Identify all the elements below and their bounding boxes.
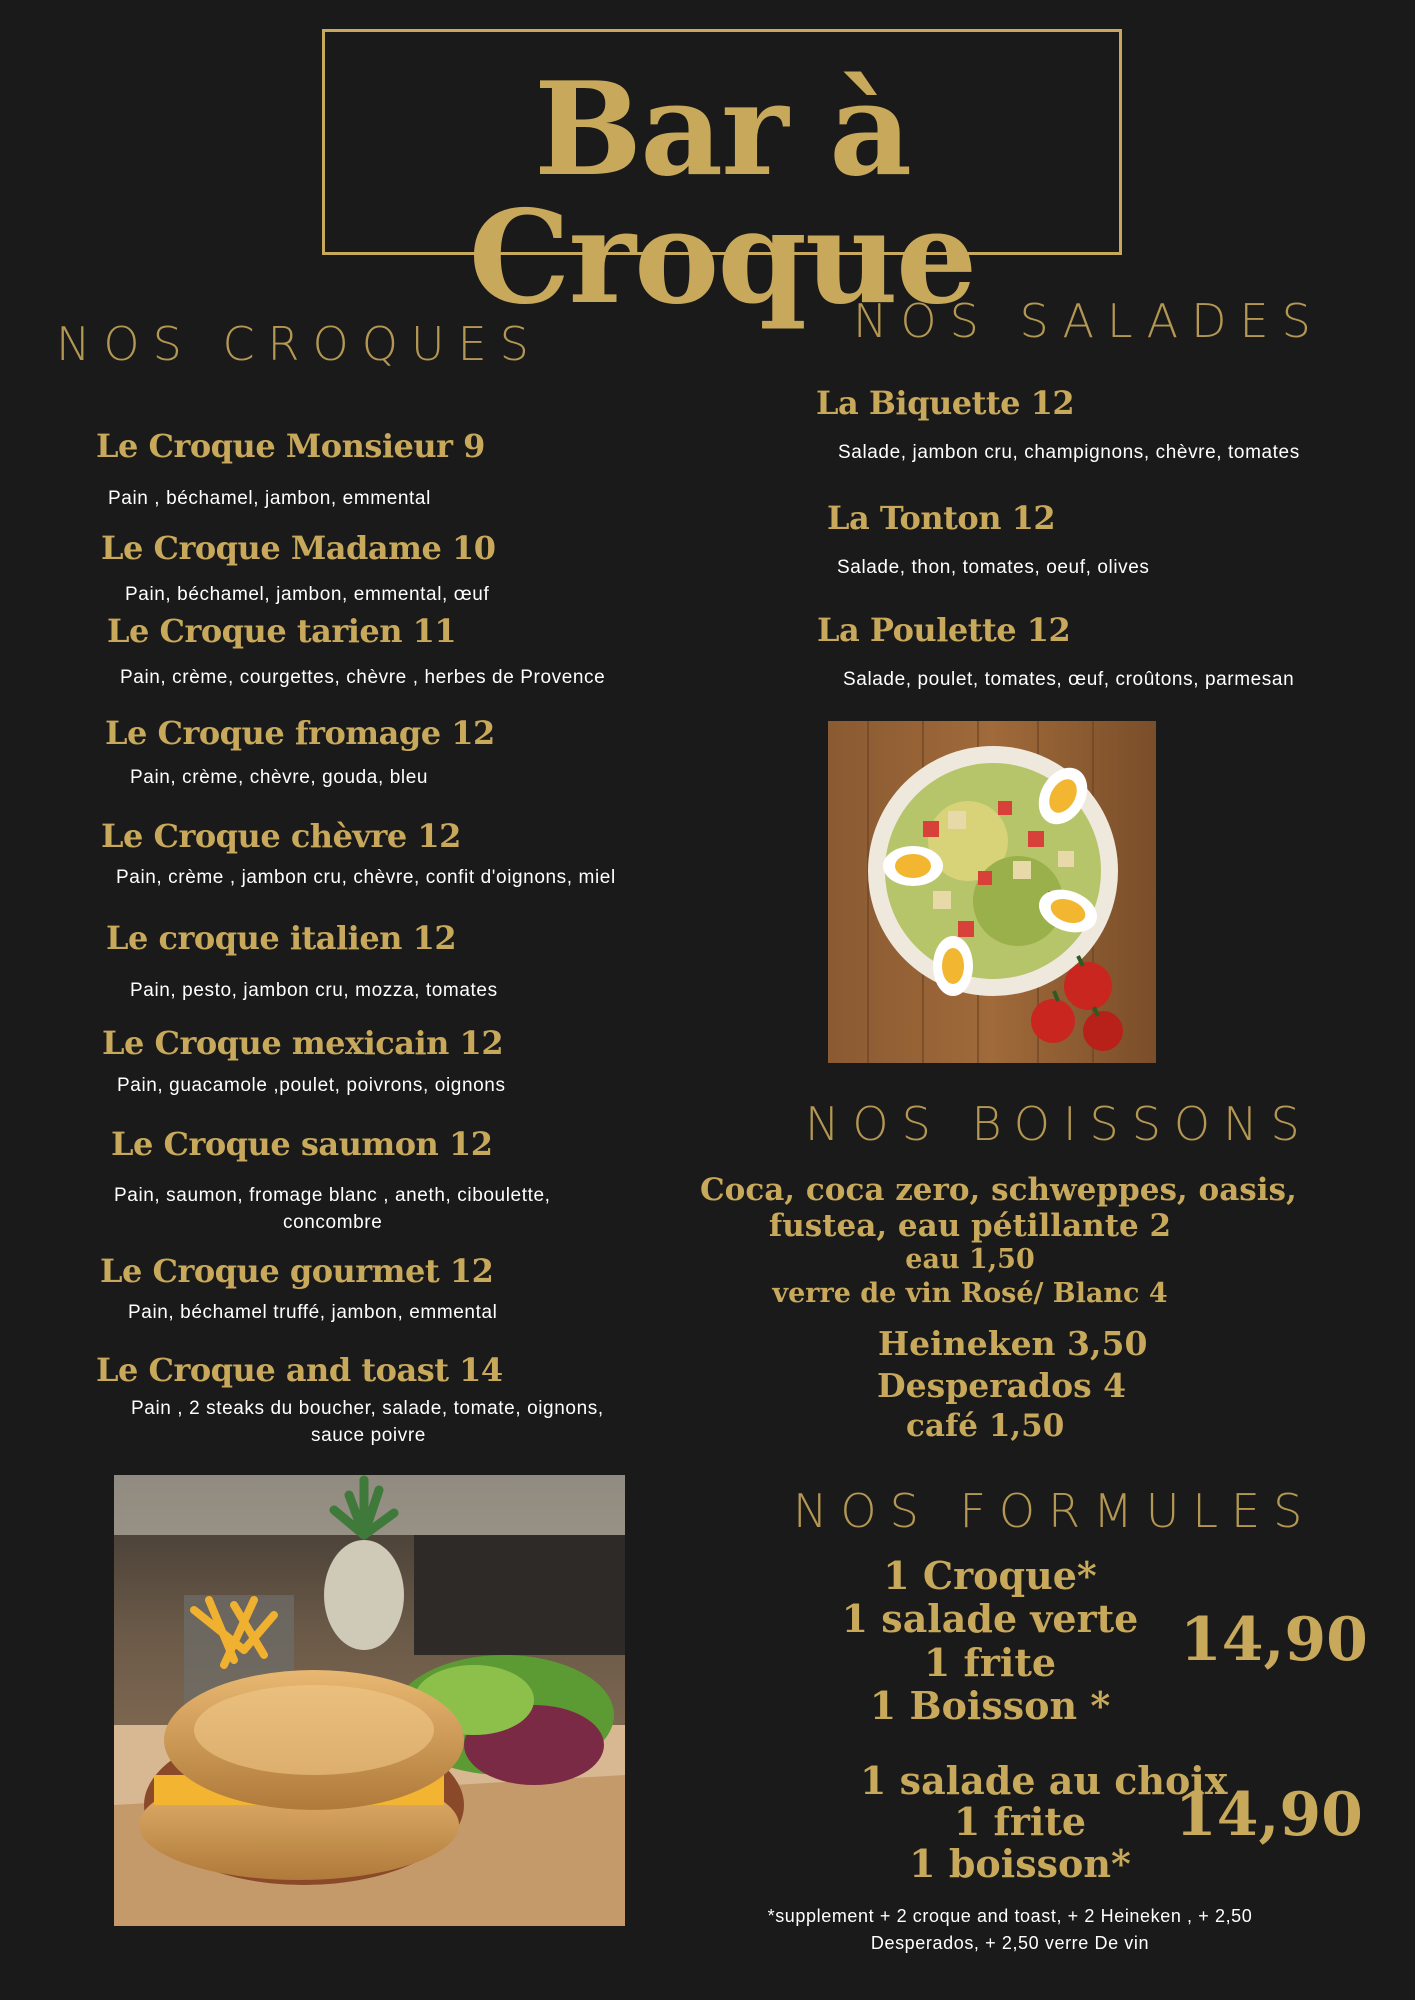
croque-desc: concombre xyxy=(283,1212,383,1233)
formule2-line: 1 salade au choix xyxy=(860,1758,1228,1803)
formule2-line: 1 frite xyxy=(953,1799,1087,1844)
croque-desc: Pain , 2 steaks du boucher, salade, tomate, oignons, xyxy=(131,1398,604,1419)
salade-desc: Salade, jambon cru, champignons, chèvre, tomates xyxy=(838,442,1300,463)
croque-name: Le Croque tarien 11 xyxy=(107,612,457,650)
croque-name: Le Croque saumon 12 xyxy=(111,1125,493,1163)
salade-desc: Salade, thon, tomates, oeuf, olives xyxy=(837,557,1150,578)
title-box xyxy=(322,29,1122,333)
croque-desc: Pain, guacamole ,poulet, poivrons, oignons xyxy=(117,1075,506,1096)
formule1-line: 1 Croque* xyxy=(883,1553,1097,1598)
drink-line: eau 1,50 xyxy=(905,1244,1035,1275)
formule1-price: 14,90 xyxy=(1180,1605,1368,1675)
croque-name: Le Croque fromage 12 xyxy=(105,714,495,752)
drink-line: Heineken 3,50 xyxy=(878,1324,1148,1363)
heading-boissons: NOS BOISSONS xyxy=(805,1097,1313,1151)
croque-desc: Pain, crème, courgettes, chèvre , herbes de Provence xyxy=(120,667,606,688)
croque-desc: Pain, béchamel, jambon, emmental, œuf xyxy=(125,584,490,605)
croque-desc: Pain, crème , jambon cru, chèvre, confit d'oignons, miel xyxy=(116,867,616,888)
croque-name: Le Croque and toast 14 xyxy=(96,1351,503,1389)
drink-line: café 1,50 xyxy=(906,1408,1065,1444)
drink-line: fustea, eau pétillante 2 xyxy=(768,1208,1172,1244)
formule1-line: 1 frite xyxy=(923,1640,1057,1685)
salade-name: La Biquette 12 xyxy=(816,384,1075,422)
heading-salades: NOS SALADES xyxy=(853,294,1324,348)
croque-name: Le Croque chèvre 12 xyxy=(101,817,461,855)
salade-name: La Tonton 12 xyxy=(827,499,1056,537)
drink-line: Coca, coca zero, schweppes, oasis, xyxy=(700,1172,1297,1208)
heading-formules: NOS FORMULES xyxy=(793,1484,1316,1538)
salade-desc: Salade, poulet, tomates, œuf, croûtons, parmesan xyxy=(843,669,1295,690)
croque-name: Le Croque Madame 10 xyxy=(101,529,496,567)
croque-fries-photo xyxy=(114,1475,625,1926)
croque-desc: Pain, crème, chèvre, gouda, bleu xyxy=(130,767,429,788)
formule2-line: 1 boisson* xyxy=(909,1841,1131,1886)
croque-name: Le Croque mexicain 12 xyxy=(102,1024,504,1062)
salade-name: La Poulette 12 xyxy=(817,611,1071,649)
supplement-note: Desperados, + 2,50 verre De vin xyxy=(870,1933,1150,1953)
supplement-note: *supplement + 2 croque and toast, + 2 Heineken , + 2,50 xyxy=(767,1906,1253,1926)
croque-desc: Pain, saumon, fromage blanc , aneth, ciboulette, xyxy=(114,1185,551,1206)
croque-name: Le Croque Monsieur 9 xyxy=(96,427,485,465)
drink-line: verre de vin Rosé/ Blanc 4 xyxy=(772,1278,1168,1309)
croque-desc: Pain , béchamel, jambon, emmental xyxy=(108,488,431,509)
croque-desc: Pain, pesto, jambon cru, mozza, tomates xyxy=(130,980,498,1001)
formule2-price: 14,90 xyxy=(1175,1780,1363,1850)
croque-name: Le croque italien 12 xyxy=(106,919,457,957)
heading-croques: NOS CROQUES xyxy=(56,317,542,371)
drink-line: Desperados 4 xyxy=(877,1366,1127,1405)
formule1-line: 1 salade verte xyxy=(841,1596,1139,1641)
croque-name: Le Croque gourmet 12 xyxy=(100,1252,494,1290)
menu-title: Bar à Croque xyxy=(468,55,976,333)
croque-desc: sauce poivre xyxy=(311,1425,426,1446)
formule1-line: 1 Boisson * xyxy=(869,1683,1111,1728)
salad-bowl-photo xyxy=(828,721,1156,1063)
croque-desc: Pain, béchamel truffé, jambon, emmental xyxy=(128,1302,498,1323)
